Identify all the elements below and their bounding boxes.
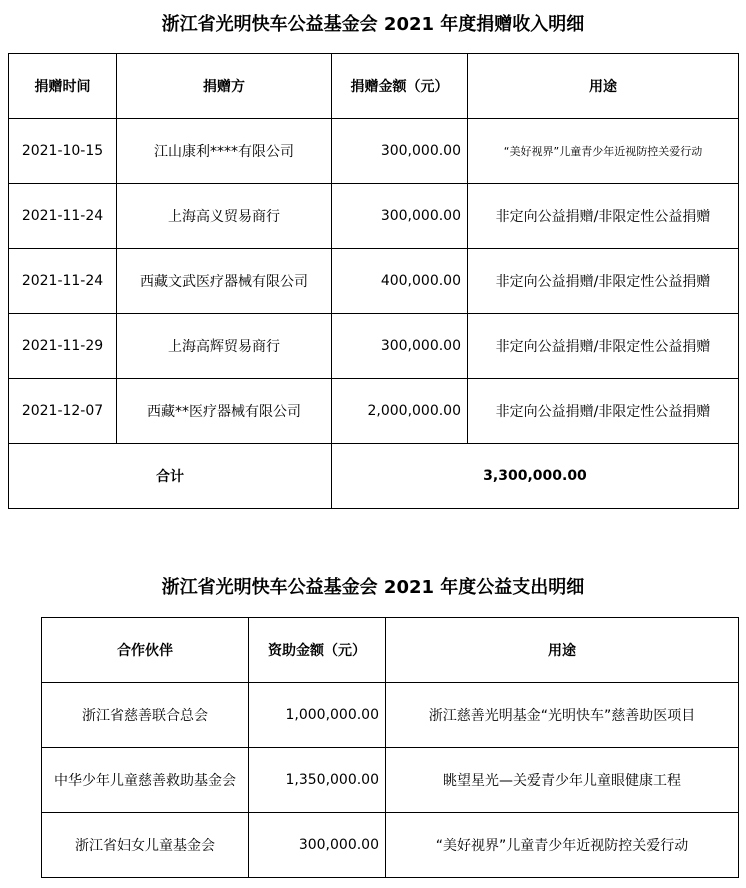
donation-amount: 300,000.00 [332, 314, 468, 379]
table-row [42, 683, 739, 748]
table-row [42, 748, 739, 813]
donor-name: 西藏**医疗器械有限公司 [117, 379, 332, 444]
funding-purpose: 浙江慈善光明基金“光明快车”慈善助医项目 [386, 683, 739, 748]
header-partner: 合作伙伴 [42, 618, 249, 683]
income-title: 浙江省光明快车公益基金会 2021 年度捐赠收入明细 [161, 14, 585, 35]
header-purpose: 用途 [468, 54, 739, 119]
donation-amount: 300,000.00 [332, 119, 468, 184]
donor-name: 上海高辉贸易商行 [117, 314, 332, 379]
funding-amount: 300,000.00 [249, 813, 386, 878]
table-row [9, 379, 739, 444]
donation-date: 2021-12-07 [9, 379, 117, 444]
donation-date: 2021-10-15 [9, 119, 117, 184]
donation-purpose: 非定向公益捐赠/非限定性公益捐赠 [468, 184, 739, 249]
header-purpose: 用途 [386, 618, 739, 683]
donation-date: 2021-11-24 [9, 249, 117, 314]
header-donor: 捐赠方 [117, 54, 332, 119]
funding-purpose: 眺望星光—关爱青少年儿童眼健康工程 [386, 748, 739, 813]
table-row [9, 184, 739, 249]
header-amount: 资助金额（元） [249, 618, 386, 683]
header-amount: 捐赠金额（元） [332, 54, 468, 119]
partner-name: 浙江省妇女儿童基金会 [42, 813, 249, 878]
table-row [9, 249, 739, 314]
donor-name: 上海高义贸易商行 [117, 184, 332, 249]
funding-amount: 1,000,000.00 [249, 683, 386, 748]
table-row [42, 813, 739, 878]
income-header-row [9, 54, 739, 119]
donor-name: 江山康利****有限公司 [117, 119, 332, 184]
donation-purpose: 非定向公益捐赠/非限定性公益捐赠 [468, 379, 739, 444]
total-row [9, 444, 739, 509]
donation-purpose: 非定向公益捐赠/非限定性公益捐赠 [468, 314, 739, 379]
donation-purpose: “美好视界”儿童青少年近视防控关爱行动 [468, 119, 739, 184]
donation-purpose: 非定向公益捐赠/非限定性公益捐赠 [468, 249, 739, 314]
donor-name: 西藏文武医疗器械有限公司 [117, 249, 332, 314]
donation-amount: 300,000.00 [332, 184, 468, 249]
total-value: 3,300,000.00 [332, 444, 739, 509]
income-table [8, 53, 739, 509]
donation-amount: 2,000,000.00 [332, 379, 468, 444]
expense-title: 浙江省光明快车公益基金会 2021 年度公益支出明细 [161, 577, 585, 598]
funding-purpose: “美好视界”儿童青少年近视防控关爱行动 [386, 813, 739, 878]
partner-name: 浙江省慈善联合总会 [42, 683, 249, 748]
expense-header-row [42, 618, 739, 683]
total-label: 合计 [9, 444, 332, 509]
funding-amount: 1,350,000.00 [249, 748, 386, 813]
donation-amount: 400,000.00 [332, 249, 468, 314]
table-row [9, 314, 739, 379]
donation-date: 2021-11-29 [9, 314, 117, 379]
header-date: 捐赠时间 [9, 54, 117, 119]
expense-table [41, 617, 739, 878]
table-row [9, 119, 739, 184]
donation-date: 2021-11-24 [9, 184, 117, 249]
partner-name: 中华少年儿童慈善救助基金会 [42, 748, 249, 813]
